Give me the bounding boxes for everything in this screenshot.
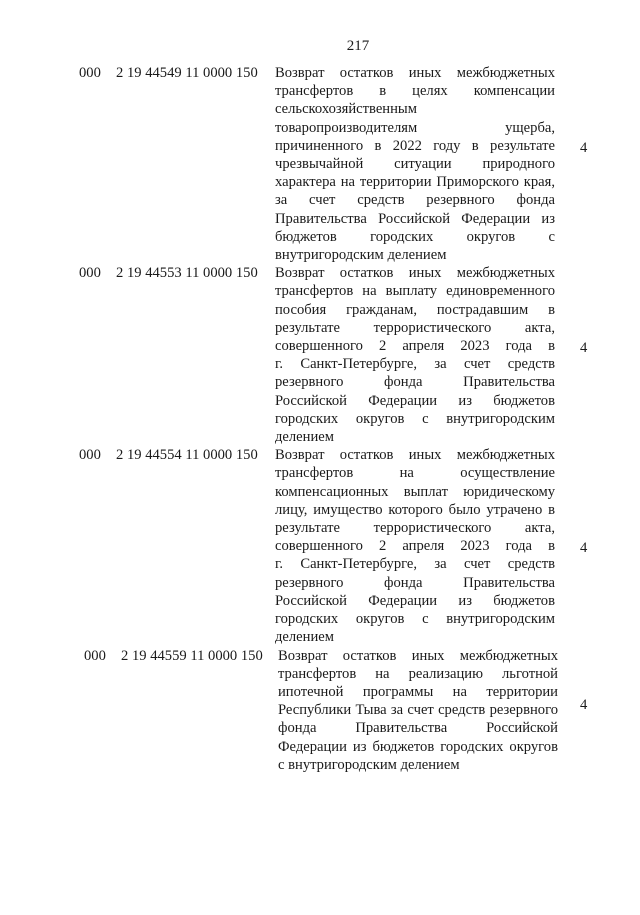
description-line: городских округов с внутригородским — [275, 410, 555, 427]
row-amount: 4 — [580, 696, 588, 713]
description-line: совершенного 2 апреля 2023 года в — [275, 338, 555, 355]
description-line: Возврат остатков иных межбюджетных — [275, 447, 555, 464]
description-line: Возврат остатков иных межбюджетных — [275, 265, 555, 282]
budget-classification-code: 2 19 44559 11 0000 150 — [121, 647, 263, 664]
description-line: г. Санкт-Петербурге, за счет средств — [275, 556, 555, 573]
row-description — [275, 64, 555, 264]
description-line: результате террористического акта, — [275, 520, 555, 537]
description-line: Российской Федерации из бюджетов — [275, 392, 555, 409]
description-line: совершенного 2 апреля 2023 года в — [275, 538, 555, 555]
row-description — [278, 647, 558, 774]
description-line: компенсационных выплат юридическому — [275, 483, 555, 500]
description-line: Федерации из бюджетов городских округов — [278, 738, 558, 755]
description-line: внутригородским делением — [275, 247, 447, 264]
table-row — [0, 446, 640, 646]
description-line: делением — [275, 429, 334, 446]
description-line: городских округов с внутригородским — [275, 611, 555, 628]
admin-code: 000 — [79, 447, 101, 464]
admin-code: 000 — [79, 265, 101, 282]
table-row — [0, 647, 640, 774]
description-line: с внутригородским делением — [278, 756, 460, 773]
table-row — [0, 64, 640, 264]
description-line: чрезвычайной ситуации природного — [275, 156, 555, 173]
description-line: резервного фонда Правительства — [275, 574, 555, 591]
budget-classification-code: 2 19 44549 11 0000 150 — [116, 65, 258, 81]
table-row — [0, 264, 640, 446]
description-line: ипотечной программы на территории — [278, 683, 558, 700]
description-line: Правительства Российской Федерации из — [275, 210, 555, 227]
description-line: товаропроизводителям ущерба, — [275, 119, 555, 136]
description-line: Возврат остатков иных межбюджетных — [278, 647, 558, 664]
description-line: трансфертов на выплату единовременного — [275, 283, 555, 300]
row-amount: 4 — [580, 340, 588, 357]
row-amount: 4 — [580, 540, 588, 557]
description-line: фонда Правительства Российской — [278, 720, 558, 737]
description-line: Российской Федерации из бюджетов — [275, 592, 555, 609]
budget-classification-code: 2 19 44554 11 0000 150 — [116, 447, 258, 464]
description-line: резервного фонда Правительства — [275, 374, 555, 391]
description-line: пособия гражданам, пострадавшим в — [275, 301, 555, 318]
description-line: лицу, имущество которого было утрачено в — [275, 501, 555, 518]
description-line: делением — [275, 629, 334, 646]
description-line: характера на территории Приморского края, — [275, 174, 555, 191]
description-line: Возврат остатков иных межбюджетных — [275, 65, 555, 81]
budget-code-table — [0, 64, 640, 774]
description-line: бюджетов городских округов с — [275, 228, 555, 245]
description-line: результате террористического акта, — [275, 319, 555, 336]
description-line: Республики Тыва за счет средств резервного — [278, 702, 558, 719]
description-line: трансфертов на осуществление — [275, 465, 555, 482]
admin-code: 000 — [84, 647, 106, 664]
description-line: за счет средств резервного фонда — [275, 192, 555, 209]
budget-classification-code: 2 19 44553 11 0000 150 — [116, 265, 258, 282]
description-line: г. Санкт-Петербурге, за счет средств — [275, 356, 555, 373]
row-description — [275, 264, 555, 446]
description-line: сельскохозяйственным — [275, 101, 417, 118]
page-number: 217 — [346, 38, 370, 54]
description-line: трансфертов в целях компенсации — [275, 83, 555, 100]
description-line: причиненного в 2022 году в результате — [275, 137, 555, 154]
description-line: трансфертов на реализацию льготной — [278, 665, 558, 682]
admin-code: 000 — [79, 65, 101, 81]
row-description — [275, 446, 555, 646]
row-amount: 4 — [580, 139, 588, 156]
